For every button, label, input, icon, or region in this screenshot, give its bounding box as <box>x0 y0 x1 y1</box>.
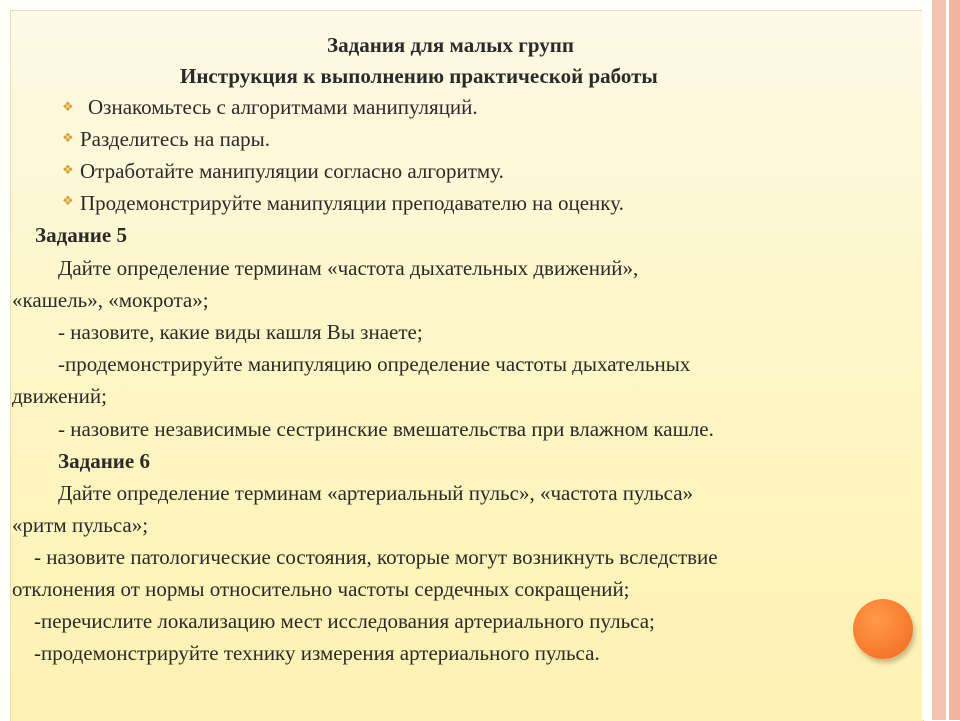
task-6-heading: Задание 6 <box>58 449 150 473</box>
task-6-line: «ритм пульса»; <box>12 513 149 537</box>
task-6-line: -перечислите локализацию мест исследования артериального пульса; <box>34 609 655 633</box>
diamond-bullet-icon: ❖ <box>62 130 74 145</box>
task-5-line: - назовите независимые сестринские вмешательства при влажном кашле. <box>58 417 714 441</box>
task-6-line: отклонения от нормы относительно частоты сердечных сокращений; <box>12 577 630 601</box>
page-subtitle: Инструкция к выполнению практической работы <box>180 64 658 88</box>
instruction-item: Ознакомьтесь с алгоритмами манипуляций. <box>88 95 478 119</box>
task-5-heading: Задание 5 <box>35 223 127 247</box>
diamond-bullet-icon: ❖ <box>62 193 74 208</box>
stripe <box>922 0 932 720</box>
stripe <box>949 0 960 720</box>
instruction-item: Отработайте манипуляции согласно алгоритму. <box>80 159 504 183</box>
page-title: Задания для малых групп <box>327 33 574 57</box>
stripe <box>932 0 946 720</box>
task-5-line: движений; <box>12 384 107 408</box>
orange-circle-decoration <box>853 599 913 659</box>
task-6-line: - назовите патологические состояния, которые могут возникнуть вследствие <box>34 545 718 569</box>
diamond-bullet-icon: ❖ <box>62 99 74 114</box>
instruction-item: Продемонстрируйте манипуляции преподавателю на оценку. <box>80 191 624 215</box>
task-6-line: Дайте определение терминам «артериальный пульс», «частота пульса» <box>58 481 694 505</box>
task-6-line: -продемонстрируйте технику измерения артериального пульса. <box>34 641 600 665</box>
task-5-line: Дайте определение терминам «частота дыхательных движений», <box>58 256 639 280</box>
diamond-bullet-icon: ❖ <box>62 162 74 177</box>
task-5-line: -продемонстрируйте манипуляцию определение частоты дыхательных <box>58 352 691 376</box>
task-5-line: - назовите, какие виды кашля Вы знаете; <box>58 320 423 344</box>
task-5-line: «кашель», «мокрота»; <box>12 288 209 312</box>
instruction-item: Разделитесь на пары. <box>80 127 271 151</box>
decorative-stripes <box>922 0 960 720</box>
